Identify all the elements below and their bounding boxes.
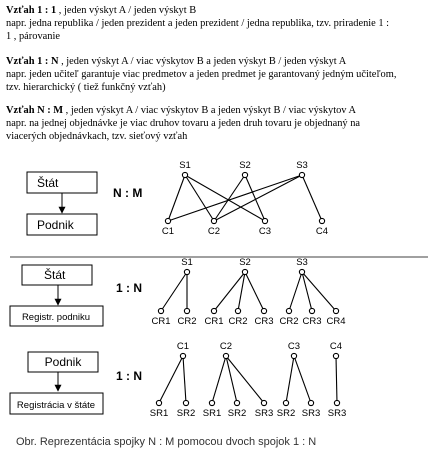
- d2-graph: [151, 257, 345, 327]
- d3-child-sr2-1-node: [234, 400, 239, 405]
- relation-1-1-example-2: 1 , párovanie: [6, 31, 60, 42]
- d3-child-sr2-2-label: SR2: [276, 408, 296, 419]
- d2-child-cr3-2-label: CR3: [302, 316, 322, 327]
- ratio-label-1-n-a: 1 : N: [116, 281, 143, 295]
- d3-parent-c1-label: C1: [176, 341, 190, 352]
- d2-child-cr1-1-label: CR1: [204, 316, 224, 327]
- link-S1-C3: [185, 175, 265, 221]
- bottom-c3-node: [262, 218, 267, 223]
- d2-parent-s3-label: S3: [296, 257, 308, 268]
- d2-link-s2-cr3-1: [245, 272, 264, 311]
- link-S2-C2: [214, 175, 245, 221]
- d3-child-sr3-1-label: SR3: [254, 408, 274, 419]
- d2-child-cr1-0-label: CR1: [151, 316, 171, 327]
- d1-nodes: [162, 160, 328, 237]
- d2-child-cr2-2-node: [286, 308, 291, 313]
- d2-child-cr4-2-node: [333, 308, 338, 313]
- top-s2-node: [242, 172, 247, 177]
- d2-parent-s2-label: S2: [239, 257, 251, 268]
- d2-child-cr4-2-label: CR4: [326, 316, 346, 327]
- d2-parent-s1-label: S1: [181, 257, 193, 268]
- top-s1-node: [182, 172, 187, 177]
- ratio-label-n-m: N : M: [113, 186, 143, 200]
- relation-n-m-example-1: napr. na jednej objednávke je viac druhov tovaru a jeden druh tovaru je objednaný na: [6, 118, 361, 129]
- d3-link-c1-sr2-0: [183, 356, 186, 403]
- d3-child-sr1-0-label: SR1: [149, 408, 169, 419]
- bottom-c1-label: C1: [161, 226, 175, 237]
- d2-child-cr1-0-node: [158, 308, 163, 313]
- d2-child-cr3-2-node: [309, 308, 314, 313]
- relation-1-n-heading: Vzťah 1 : N: [6, 56, 59, 67]
- d3-link-c1-sr1-0: [159, 356, 183, 403]
- relation-n-m-example-2: viacerých objednávkach, tzv. sieťový vzťah: [6, 131, 188, 142]
- top-s1-label: S1: [179, 160, 191, 171]
- diagram-podnik-registracia: [10, 341, 346, 419]
- relation-n-m-description: , jeden výskyt A / viac výskytov B a jeden výskyt B / viac výskytov A: [63, 105, 357, 116]
- d3-parent-c1-node: [180, 353, 185, 358]
- entity-label-podnik: Podnik: [37, 218, 74, 232]
- d3-child-sr2-0-node: [183, 400, 188, 405]
- d3-parent-c4-label: C4: [329, 341, 343, 352]
- entity-label-podnik-3: Podnik: [44, 355, 82, 369]
- bottom-c4-label: C4: [315, 226, 329, 237]
- diagram-n-m: [27, 160, 328, 237]
- ratio-label-1-n-b: 1 : N: [116, 369, 143, 383]
- d3-child-sr1-1-node: [209, 400, 214, 405]
- d3-link-c2-sr1-1: [212, 356, 226, 403]
- entity-label-stat-2: Štát: [44, 268, 66, 282]
- d1-edges: [168, 175, 322, 221]
- relation-1-n-example-2: tzv. hierarchický ( tiež funkčný vzťah): [6, 82, 166, 93]
- d2-child-cr2-2-label: CR2: [279, 316, 299, 327]
- d2-child-cr3-1-label: CR3: [254, 316, 274, 327]
- d2-link-s3-cr2-2: [289, 272, 302, 311]
- d3-child-sr2-2-node: [283, 400, 288, 405]
- d2-parent-s3-node: [299, 269, 304, 274]
- d2-link-s1-cr1-0: [161, 272, 187, 311]
- d2-parent-s1-node: [184, 269, 189, 274]
- d2-parent-s2-node: [242, 269, 247, 274]
- d3-parent-c4-node: [333, 353, 338, 358]
- figure-caption: Obr. Reprezentácia spojky N : M pomocou dvoch spojok 1 : N: [16, 436, 317, 448]
- link-S3-C1: [168, 175, 302, 221]
- bottom-c1-node: [165, 218, 170, 223]
- diagram-stat-registr: [10, 257, 346, 327]
- d2-link-s2-cr1-1: [214, 272, 245, 311]
- d3-parent-c3-node: [291, 353, 296, 358]
- d3-child-sr2-1-label: SR2: [227, 408, 247, 419]
- d3-child-sr3-2-label: SR3: [301, 408, 321, 419]
- d3-parent-c2-label: C2: [219, 341, 233, 352]
- bottom-c2-node: [211, 218, 216, 223]
- link-S2-C3: [245, 175, 265, 221]
- bottom-c3-label: C3: [258, 226, 272, 237]
- link-S3-C2: [214, 175, 302, 221]
- top-s2-label: S2: [239, 160, 251, 171]
- d3-child-sr1-0-node: [156, 400, 161, 405]
- d2-link-s2-cr2-1: [238, 272, 245, 311]
- d2-child-cr2-0-node: [184, 308, 189, 313]
- d3-link-c4-sr3-3: [336, 356, 337, 403]
- link-S1-C1: [168, 175, 185, 221]
- d3-parent-c3-label: C3: [287, 341, 301, 352]
- relation-1-n-example-1: napr. jeden učiteľ garantuje viac predmetov a jeden predmet je garantovaný jedným učiteľom,: [6, 69, 397, 80]
- relation-1-1-example-1: napr. jedna republika / jeden prezident a jeden prezident / jedna republika, tzv. priradenie 1 :: [6, 18, 390, 29]
- d3-child-sr2-0-label: SR2: [176, 408, 196, 419]
- d2-child-cr3-1-node: [261, 308, 266, 313]
- top-s3-node: [299, 172, 304, 177]
- entity-label-registracia: Registrácia v štáte: [16, 400, 96, 411]
- d3-graph: [150, 341, 346, 419]
- bottom-c2-label: C2: [207, 226, 221, 237]
- d3-parent-c2-node: [223, 353, 228, 358]
- d3-link-c3-sr3-2: [294, 356, 311, 403]
- relation-1-n-description: , jeden výskyt A / viac výskytov B a jeden výskyt B / jeden výskyt A: [58, 56, 347, 67]
- d3-child-sr1-1-label: SR1: [202, 408, 222, 419]
- d3-child-sr3-3-node: [334, 400, 339, 405]
- top-s3-label: S3: [296, 160, 308, 171]
- link-S3-C4: [302, 175, 322, 221]
- d3-child-sr3-3-label: SR3: [327, 408, 347, 419]
- bottom-c4-node: [319, 218, 324, 223]
- d2-child-cr1-1-node: [211, 308, 216, 313]
- relation-1-1-description: , jeden výskyt A / jeden výskyt B: [56, 5, 197, 16]
- relation-1-1-heading: Vzťah 1 : 1: [6, 5, 57, 16]
- entity-label-stat: Štát: [37, 176, 59, 190]
- d2-child-cr2-0-label: CR2: [177, 316, 197, 327]
- relation-n-m-heading: Vzťah N : M: [6, 105, 64, 116]
- d3-link-c3-sr2-2: [286, 356, 294, 403]
- d3-child-sr3-1-node: [261, 400, 266, 405]
- entity-label-registr-podniku: Registr. podniku: [21, 312, 91, 323]
- d3-child-sr3-2-node: [308, 400, 313, 405]
- d2-child-cr2-1-node: [235, 308, 240, 313]
- d2-child-cr2-1-label: CR2: [228, 316, 248, 327]
